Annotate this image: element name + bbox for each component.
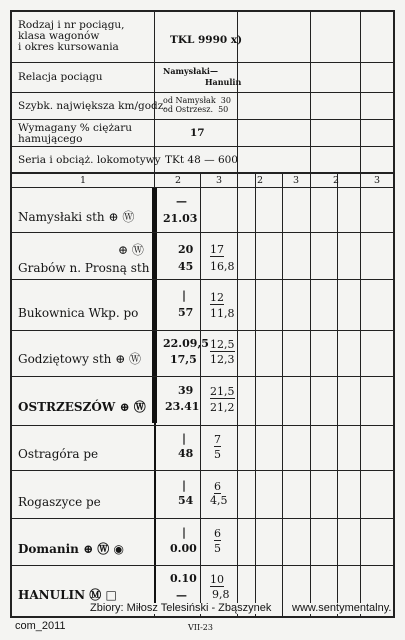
colnum-1: 1 <box>80 175 87 186</box>
header-value-loco: TKt 48 — 600 <box>165 154 238 166</box>
km-top: 6 <box>214 480 221 493</box>
km-top: 17 <box>210 243 224 256</box>
row-line-6 <box>10 470 395 471</box>
header-value-train: TKL 9990 x) <box>170 34 243 46</box>
row-line-2 <box>10 279 395 280</box>
station-name: Godziętowy sth ⊕ Ⓦ <box>18 352 142 366</box>
header-value-relation-2: Hanulin <box>205 77 242 87</box>
km-bottom: 21,2 <box>210 401 235 414</box>
station-name: Namysłaki sth ⊕ Ⓦ <box>18 210 135 224</box>
colnum-5: 3 <box>293 175 300 186</box>
header-value-speed-2: od Ostrzesz. 50 <box>163 105 229 114</box>
time-bottom: 23.41 <box>165 400 200 413</box>
colnum-line <box>10 187 395 188</box>
col-divider-6 <box>255 173 256 618</box>
km-bottom: 4,5 <box>210 494 228 507</box>
time-bottom: 45 <box>178 260 194 273</box>
footer-left: com_2011 <box>15 620 66 632</box>
row-line-4 <box>10 376 395 377</box>
col-divider-time-km <box>200 173 201 618</box>
station-symbols: ⊕ Ⓦ <box>118 243 144 257</box>
station-name: Rogaszyce pe <box>18 495 101 509</box>
row-line-7 <box>10 518 395 519</box>
km-bottom: 9,8 <box>212 588 230 601</box>
station-name: HANULIN Ⓜ □ <box>18 588 117 602</box>
header-line-3 <box>10 119 395 120</box>
colnum-6: 2 <box>333 175 340 186</box>
time-bottom: 57 <box>178 306 194 319</box>
km-bottom: 16,8 <box>210 260 235 273</box>
station-name: Bukownica Wkp. po <box>18 306 139 320</box>
km-top: 7 <box>214 433 221 446</box>
header-label-train: Rodzaj i nr pociągu, klasa wagonów i okres kursowania <box>18 19 125 53</box>
header-line-5 <box>10 172 395 174</box>
header-label-speed: Szybk. największa km/godz. <box>18 100 167 112</box>
train-run-bar <box>152 188 157 423</box>
col-divider-4 <box>310 10 311 618</box>
km-bottom: 5 <box>214 542 221 555</box>
row-line-1 <box>10 232 395 233</box>
colnum-2: 2 <box>175 175 182 186</box>
header-line-4 <box>10 146 395 147</box>
footer-credits: Zbiory: Miłosz Telesiński - Zbąszynek <box>90 602 272 614</box>
time-top: 22.09,5 <box>163 337 209 350</box>
station-name: OSTRZESZÓW ⊕ Ⓦ <box>18 400 146 414</box>
time-top: — <box>176 195 187 208</box>
km-top: 6 <box>214 527 221 540</box>
time-top: | <box>182 479 187 492</box>
station-name: Grabów n. Prosną sth <box>18 261 150 275</box>
colnum-3: 3 <box>216 175 223 186</box>
col-divider-3 <box>282 173 283 618</box>
time-bottom: 48 <box>178 447 194 460</box>
row-line-3 <box>10 330 395 331</box>
row-line-8 <box>10 565 395 566</box>
station-name: Domanin ⊕ Ⓦ ◉ <box>18 542 124 556</box>
colnum-7: 3 <box>374 175 381 186</box>
station-name: Ostragóra pe <box>18 447 99 461</box>
time-bottom: 17,5 <box>170 353 197 366</box>
page-number: VII-23 <box>188 623 213 632</box>
header-value-speed-1: od Namysłak 30 <box>163 96 231 105</box>
header-label-brake: Wymagany % ciężaru hamującego <box>18 122 133 145</box>
col-divider-5 <box>360 10 361 618</box>
km-top: 10 <box>210 573 224 586</box>
header-value-relation-1: Namysłaki— <box>163 66 218 76</box>
km-bottom: 5 <box>214 448 221 461</box>
colnum-4: 2 <box>257 175 264 186</box>
row-line-5 <box>10 425 395 426</box>
header-label-loco: Seria i obciąż. lokomotywy <box>18 154 161 166</box>
time-bottom: 0.00 <box>170 542 197 555</box>
time-top: | <box>182 526 187 539</box>
col-divider-2 <box>237 10 238 618</box>
col-divider-7 <box>337 173 338 618</box>
header-line-2 <box>10 92 395 93</box>
time-top: 0.10 <box>170 572 197 585</box>
header-line-1 <box>10 62 395 63</box>
km-top: 12 <box>210 291 224 304</box>
footer-website: www.sentymentalny. <box>292 602 392 614</box>
time-top: 39 <box>178 384 194 397</box>
time-bottom: — <box>176 589 187 602</box>
time-top: 20 <box>178 243 194 256</box>
time-bottom: 21.03 <box>163 212 198 225</box>
km-top: 12,5 <box>210 338 235 351</box>
time-top: | <box>182 432 187 445</box>
km-bottom: 11,8 <box>210 307 235 320</box>
time-top: | <box>182 289 187 302</box>
time-bottom: 54 <box>178 494 194 507</box>
km-bottom: 12,3 <box>210 353 235 366</box>
km-top: 21,5 <box>210 385 235 398</box>
header-label-relation: Relacja pociągu <box>18 71 103 83</box>
header-value-brake: 17 <box>190 127 205 139</box>
